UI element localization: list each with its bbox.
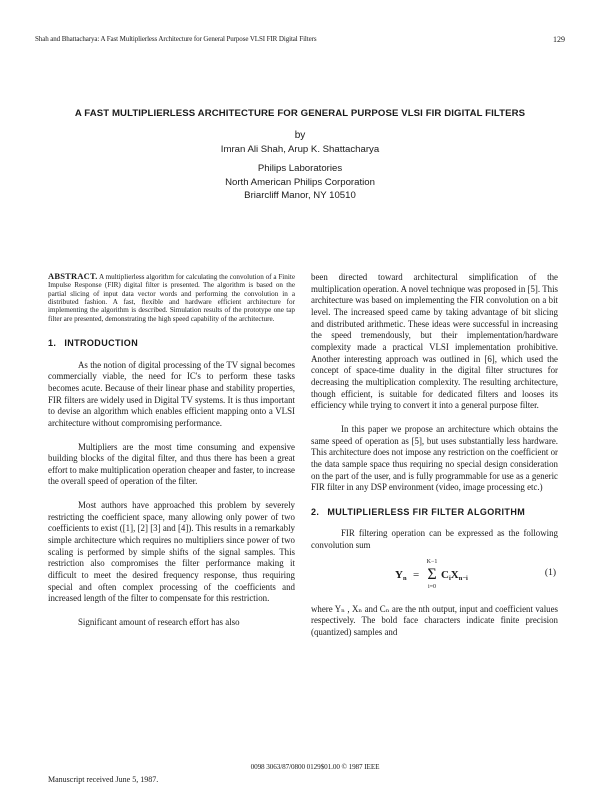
equation-lhs: Yn	[395, 568, 407, 582]
equation-number: (1)	[544, 567, 556, 578]
abstract	[48, 272, 295, 323]
paragraph: In this paper we propose an architecture which obtains the same speed of operation as [5], but uses substantially less hardware. This architecture does not impose any restriction on the coefficient or the data sample space thus requiring no special design consideration on the part of the user, and is fully programmable for use as a generic FIR filter in any DSP environment (video, image processing etc.)	[311, 423, 558, 493]
equation-1	[311, 556, 558, 598]
section-number: 2.	[311, 506, 320, 517]
section-title: INTRODUCTION	[64, 338, 139, 349]
copyright-code: 0098 3063/87/0800 0129$01.00 © 1987 IEEE	[250, 763, 380, 771]
running-head: Shah and Bhattacharya: A Fast Multiplierless Architecture for General Purpose VLSI FIR Digital Filters	[35, 35, 317, 43]
affiliation-line: North American Philips Corporation	[225, 176, 375, 188]
by-line: by	[294, 130, 306, 141]
section-number: 1.	[48, 338, 57, 349]
paragraph: FIR filtering operation can be expressed as the following convolution sum	[311, 528, 558, 550]
summation-symbol: K−1 Σ i=0	[426, 558, 438, 590]
authors: Imran Ali Shah, Arup K. Shattacharya	[220, 143, 380, 155]
affiliation-line: Briarcliff Manor, NY 10510	[244, 190, 356, 201]
paragraph: Most authors have approached this problem by severely restricting the coefficient space, many allowing only power of two coefficients to exist ([1], [2] [3] and [4]). This results in a remarkably simple architecture which requires no multipliers since power of two scaling is performed by simple shifts of the signal samples. This restriction also compromises the filter performance making it difficult to meet the desired frequency response, thus requiring special and often complex processing of the coefficients and increased length of the filter to compensate for this restriction.	[48, 500, 295, 604]
affiliation-line: Philips Laboratories	[257, 163, 343, 174]
paragraph: where Yₙ , Xₙ and Cₙ are the nth output, input and coefficient values respectively. The bold face characters indicate finite precision (quantized) samples and	[311, 603, 558, 637]
section-heading-introduction	[48, 337, 295, 350]
equation-terms: CiXn−i	[441, 568, 468, 582]
author-block	[100, 129, 500, 203]
paragraph: Multipliers are the most time consuming and expensive building blocks of the digital filter, and thus there has been a great effort to make multiplication operation cheaper and faster, to increase the overall speed of operation of the filter.	[48, 441, 295, 487]
abstract-label: ABSTRACT.	[48, 271, 98, 281]
paragraph: been directed toward architectural simplification of the multiplication operation. A novel technique was proposed in [5]. This architecture was based on implementing the FIR convolution on a bit level. The increased speed came by taking advantage of bit slicing and distributed arithmetic. These ideas were successful in increasing the speed tremendously, but their implementation/hardware complexity made a practical VLSI implementation prohibitive. Another interesting approach was outlined in [6], which used the concept of space-time duality in the digital filter structures for decreasing the multiplication complexity. The resulting architecture, though efficient, is suitable for dedicated filters and looses its efficiency while trying to convert it into a general purpose filter.	[311, 272, 558, 411]
section-heading-algorithm	[311, 506, 558, 519]
abstract-text: A multiplierless algorithm for calculating the convolution of a Finite Impulse Response (FIR) digital filter is presented. The algorithm is based on the partial slicing of input data vector words and performing the convolution in a distributed fashion. A fast, flexible and hardware efficient architecture for implementing the algorithm is described. Simulation results of the prototype one tap filter are presented, demonstrating the high speed capability of the architecture.	[48, 273, 295, 323]
section-title: MULTIPLIERLESS FIR FILTER ALGORITHM	[327, 506, 526, 517]
right-column	[311, 272, 558, 651]
page-number: 129	[553, 35, 565, 44]
paragraph: Significant amount of research effort has also	[78, 617, 240, 628]
paper-title: A FAST MULTIPLIERLESS ARCHITECTURE FOR GENERAL PURPOSE VLSI FIR DIGITAL FILTERS	[74, 108, 526, 119]
paragraph: As the notion of digital processing of the TV signal becomes commercially viable, the need for IC's to perform these tasks becomes acute. Because of their linear phase and stability properties, FIR filters are widely used in Digital TV systems. It is thus important to devise an algorithm which enables efficient mapping onto a VLSI architecture without compromising performance.	[48, 359, 295, 428]
equals-sign: =	[413, 568, 420, 581]
left-column	[48, 272, 295, 641]
manuscript-note: Manuscript received June 5, 1987.	[48, 775, 159, 784]
